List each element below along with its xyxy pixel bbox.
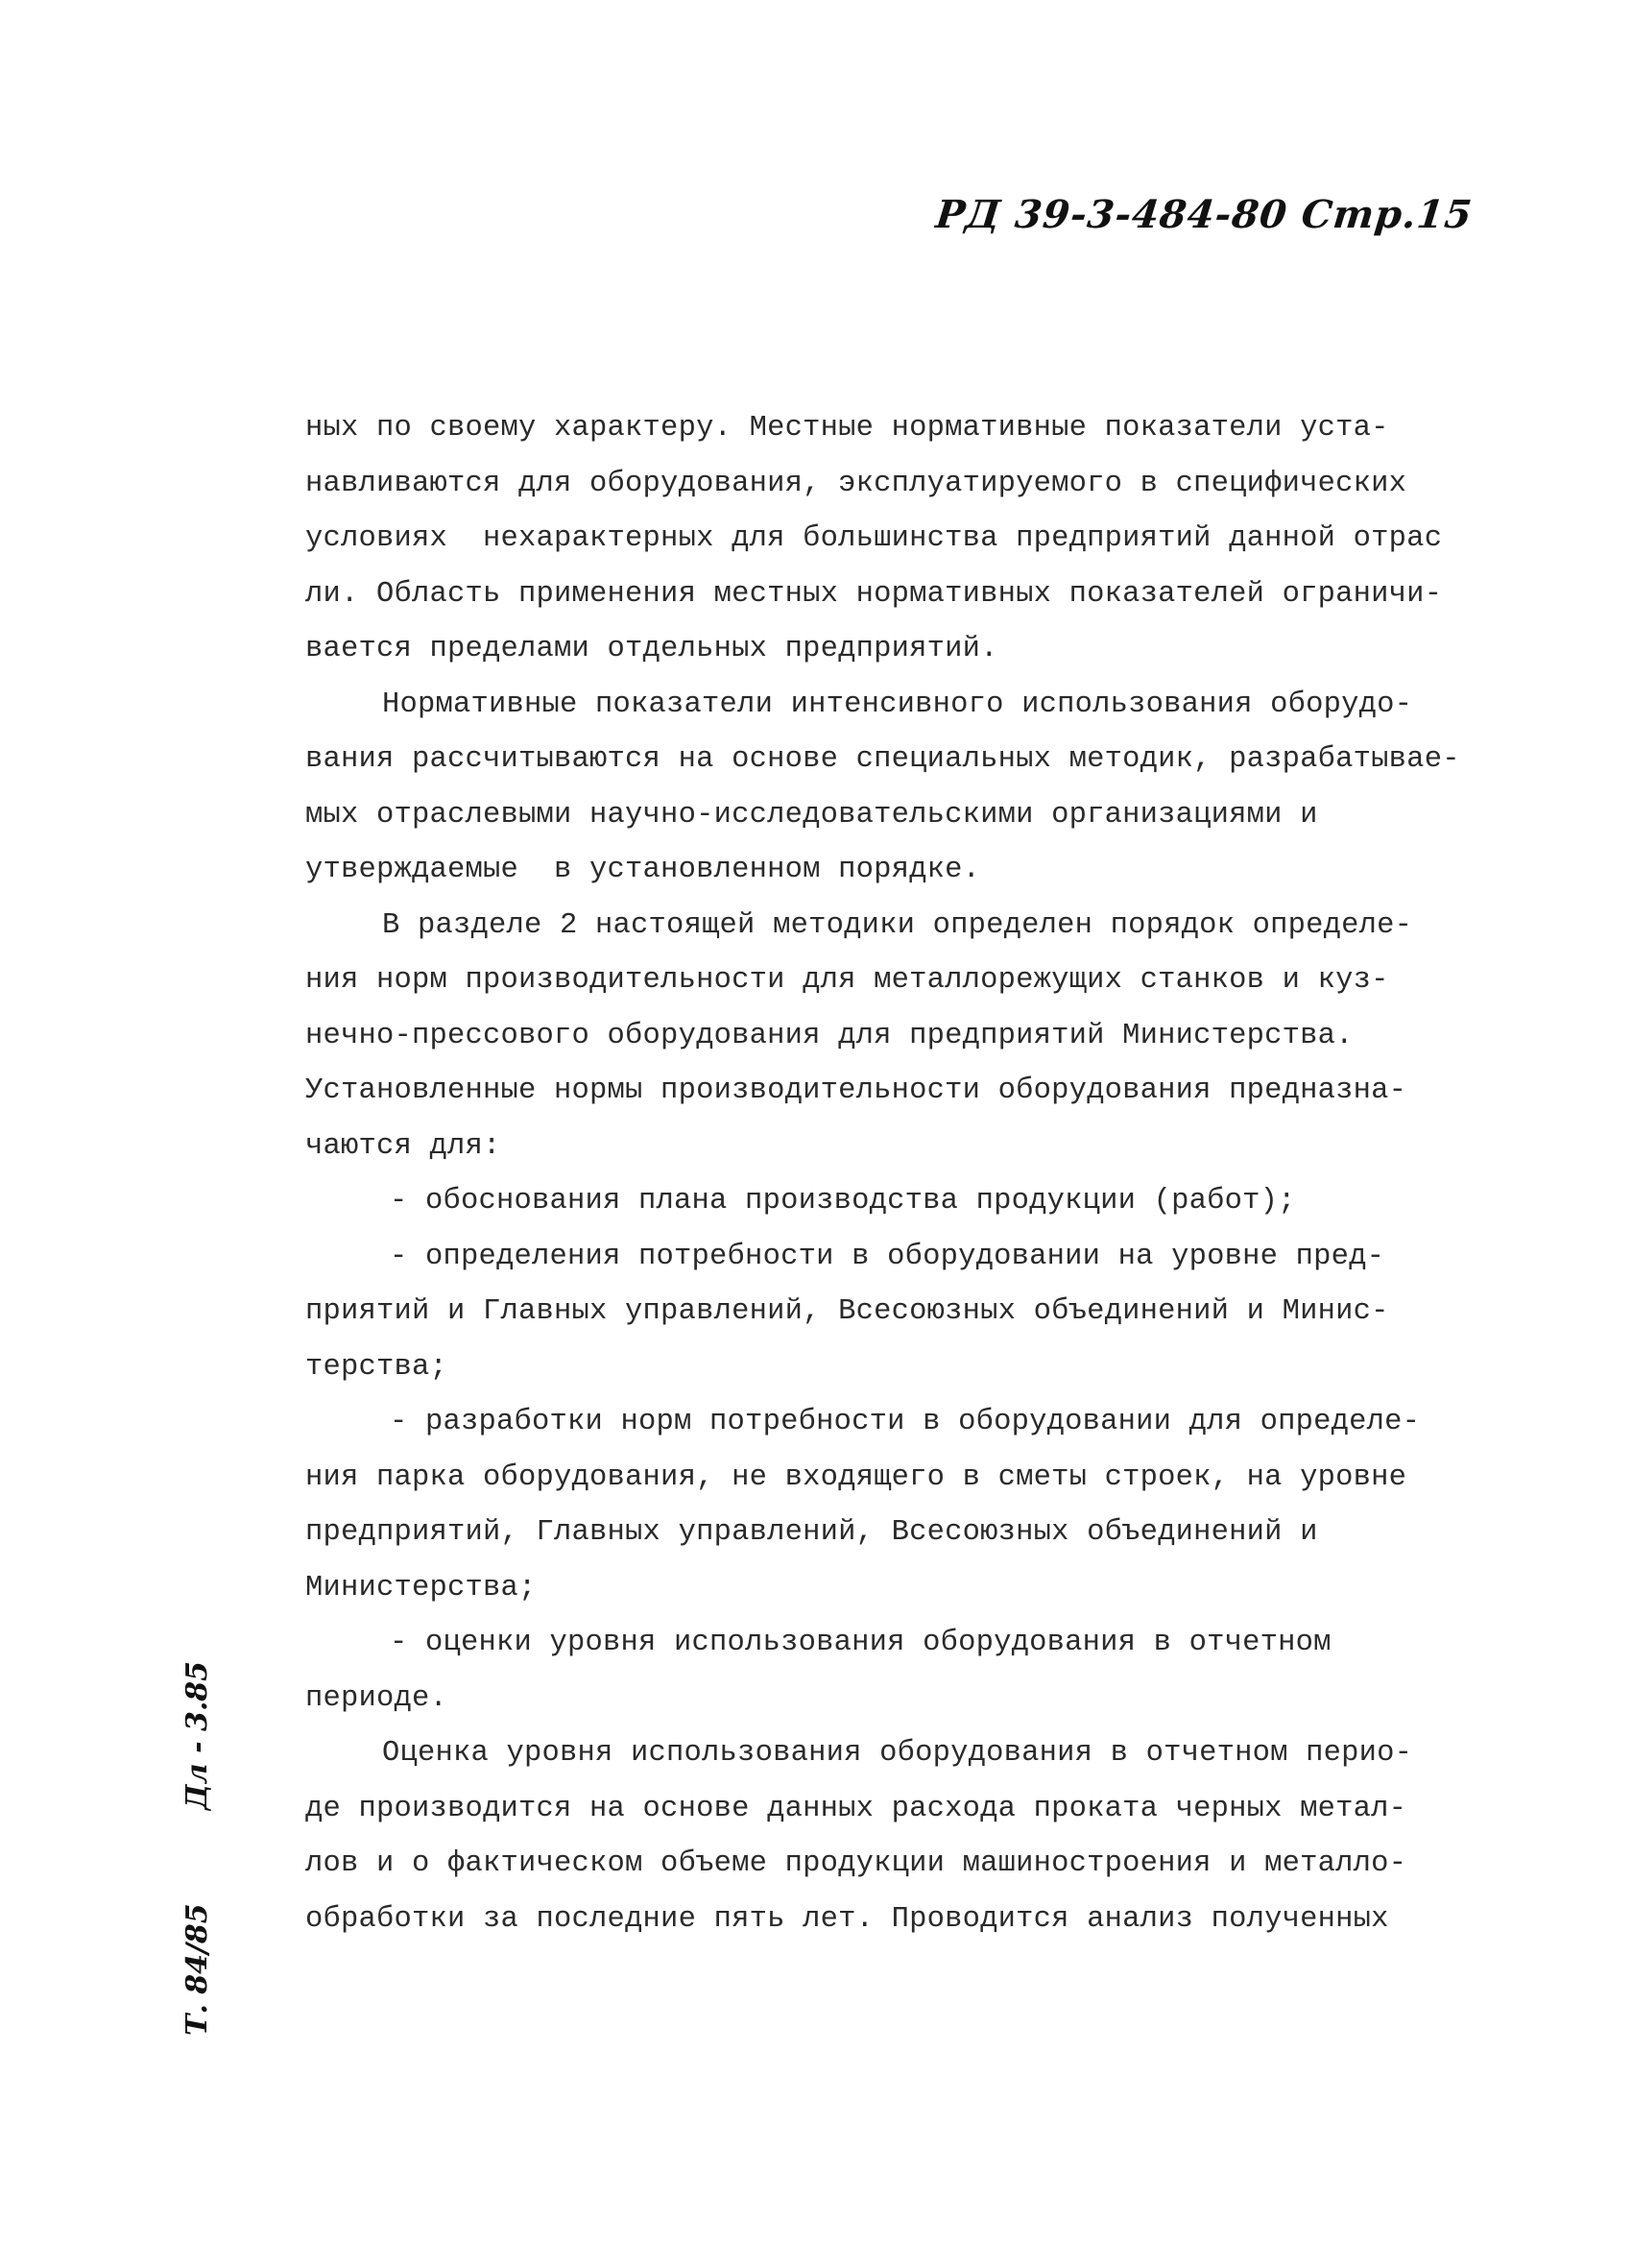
text-line: ния норм производительности для металлорежущих станков и куз- (305, 964, 1389, 997)
text-line: терства; (305, 1350, 448, 1384)
text-line: утверждаемые в установленном порядке. (305, 854, 981, 886)
text-line: чаются для: (305, 1129, 501, 1163)
text-line: навливаются для оборудования, эксплуатируемого в специфических (305, 467, 1407, 500)
text-line: периоде. (305, 1681, 448, 1715)
text-line: вания рассчитываются на основе специальных методик, разрабатывае- (305, 743, 1460, 776)
margin-annotations (154, 1660, 250, 2045)
text-line: Министерства; (305, 1571, 537, 1604)
text-line: приятий и Главных управлений, Всесоюзных объединений и Минис- (305, 1295, 1389, 1328)
text-line: лов и о фактическом объеме продукции машиностроения и металло- (305, 1847, 1407, 1880)
list-item: - определения потребности в оборудовании на уровне пред- (390, 1240, 1385, 1273)
text-line: Установленные нормы производительности оборудования предназна- (305, 1074, 1407, 1107)
document-reference: РД 39-3-484-80 Стр.15 (933, 192, 1476, 237)
list-item: - обоснования плана производства продукции (работ); (390, 1185, 1296, 1218)
text-line: нечно-прессового оборудования для предприятий Министерства. (305, 1019, 1354, 1052)
text-line: условиях нехарактерных для большинства предприятий данной отрас (305, 522, 1443, 555)
text-line: ния парка оборудования, не входящего в сметы строек, на уровне (305, 1460, 1407, 1494)
text-line: обработки за последние пять лет. Проводится анализ полученных (305, 1902, 1389, 1936)
margin-note-lower: Т. 84/85 (180, 1903, 214, 2036)
paragraph-start-line: Нормативные показатели интенсивного использования оборудо- (382, 688, 1413, 721)
text-line: де производится на основе данных расхода проката черных метал- (305, 1792, 1407, 1825)
paragraph-start-line: В разделе 2 настоящей методики определен порядок определе- (382, 908, 1413, 942)
document-body (305, 401, 1460, 1947)
margin-note-upper: Дл - 3.85 (180, 1660, 214, 1810)
text-line: ли. Область применения местных нормативных показателей ограничи- (305, 577, 1443, 611)
text-line: вается пределами отдельных предприятий. (305, 633, 998, 665)
text-line: ных по своему характеру. Местные нормативные показатели уста- (305, 412, 1389, 445)
list-item: - оценки уровня использования оборудования в отчетном (390, 1627, 1332, 1659)
text-line: мых отраслевыми научно-исследовательскими организациями и (305, 798, 1318, 832)
text-line: предприятий, Главных управлений, Всесоюзных объединений и (305, 1516, 1318, 1549)
list-item: - разработки норм потребности в оборудовании для определе- (390, 1406, 1421, 1438)
paragraph-start-line: Оценка уровня использования оборудования в отчетном перио- (382, 1737, 1413, 1770)
